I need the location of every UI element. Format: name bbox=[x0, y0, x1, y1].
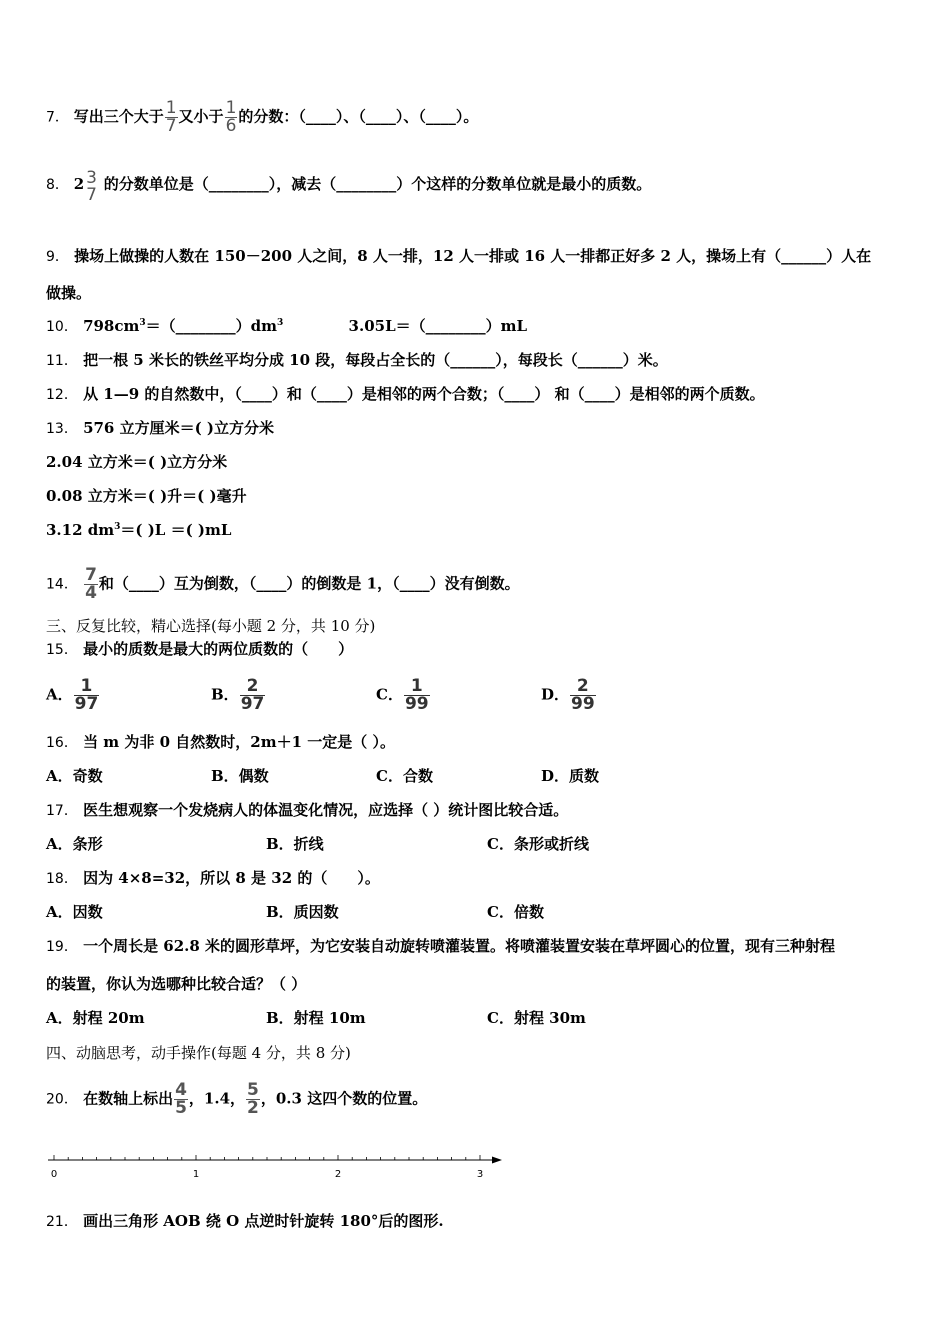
fraction: $\frac{4}{5}$ bbox=[175, 1080, 187, 1118]
tick-label: 2 bbox=[334, 1169, 342, 1180]
question-text: 当 m 为非 0 自然数时，2m＋1 一定是（ ）。 bbox=[83, 733, 395, 751]
section-heading-3: 三、反复比较，精心选择(每小题 2 分，共 10 分) bbox=[46, 617, 376, 635]
option-a[interactable]: A．因数 bbox=[46, 903, 103, 921]
question-14 bbox=[46, 567, 520, 602]
question-number: 17． bbox=[46, 803, 78, 819]
question-number: 16． bbox=[46, 735, 78, 751]
question-12 bbox=[46, 384, 765, 405]
option-c[interactable]: C．条形或折线 bbox=[487, 835, 589, 853]
question-number: 21． bbox=[46, 1214, 78, 1230]
option-a[interactable]: A．条形 bbox=[46, 835, 103, 853]
question-number: 11． bbox=[46, 353, 78, 369]
question-text: 写出三个大于 bbox=[73, 107, 164, 126]
question-text: ＝（________）dm bbox=[145, 317, 278, 335]
question-number: 13． bbox=[46, 421, 78, 437]
question-text: 医生想观察一个发烧病人的体温变化情况，应选择（ ）统计图比较合适。 bbox=[83, 801, 569, 819]
mixed-number-whole: 2 bbox=[73, 175, 85, 193]
tick-label: 3 bbox=[476, 1169, 484, 1180]
question-9-line-2: 做操。 bbox=[46, 284, 92, 302]
superscript: 3 bbox=[139, 318, 146, 328]
question-13-line-3: 0.08 立方米＝( )升＝( )毫升 bbox=[46, 487, 247, 505]
question-text: 在数轴上标出 bbox=[83, 1089, 174, 1108]
question-text: ，0.3 这四个数的位置。 bbox=[260, 1089, 428, 1108]
number-line-labels bbox=[51, 1169, 483, 1180]
option-c[interactable]: C． $\frac{1}{99}$ bbox=[376, 676, 429, 714]
question-15 bbox=[46, 639, 353, 660]
question-16 bbox=[46, 732, 395, 753]
question-19-line-1 bbox=[46, 936, 835, 957]
number-line-ticks bbox=[54, 1155, 480, 1160]
fraction: $\frac{1}{97}$ bbox=[74, 676, 99, 714]
question-number: 10． bbox=[46, 319, 78, 335]
superscript: 3 bbox=[114, 522, 121, 532]
question-text: 3.05L＝（________）mL bbox=[348, 317, 528, 335]
fraction: $\frac{7}{4}$ bbox=[85, 565, 97, 603]
question-text: 最小的质数是最大的两位质数的（ ） bbox=[83, 640, 354, 658]
question-17 bbox=[46, 800, 568, 821]
fraction: $\frac{5}{2}$ bbox=[247, 1080, 259, 1118]
question-8 bbox=[46, 170, 651, 204]
question-20 bbox=[46, 1082, 427, 1117]
option-c[interactable]: C．射程 30m bbox=[487, 1009, 586, 1027]
question-text: ，1.4， bbox=[188, 1089, 246, 1108]
fraction: $\frac{1}{99}$ bbox=[404, 676, 429, 714]
option-c[interactable]: C．倍数 bbox=[487, 903, 544, 921]
superscript: 3 bbox=[277, 318, 284, 328]
question-number: 20． bbox=[46, 1091, 78, 1108]
question-9-line-1 bbox=[46, 246, 871, 267]
option-a[interactable]: A．射程 20m bbox=[46, 1009, 145, 1027]
question-21 bbox=[46, 1211, 444, 1232]
question-19-line-2: 的装置，你认为选哪种比较合适？（ ） bbox=[46, 975, 307, 993]
option-c[interactable]: C．合数 bbox=[376, 767, 433, 785]
question-text: 从 1—9 的自然数中，（____）和（____）是相邻的两个合数；（____） 和（____）是相邻的两个质数。 bbox=[83, 385, 765, 403]
question-text: 798cm bbox=[83, 317, 140, 335]
question-number: 19． bbox=[46, 939, 78, 955]
question-text: 一个周长是 62.8 米的圆形草坪，为它安装自动旋转喷灌装置。将喷灌装置安装在草坪圆心的位置，现有三种射程 bbox=[83, 937, 836, 955]
question-13-line-2: 2.04 立方米＝( )立方分米 bbox=[46, 453, 228, 471]
question-11 bbox=[46, 350, 668, 371]
number-line[interactable] bbox=[40, 1150, 510, 1185]
option-b[interactable]: B． $\frac{2}{97}$ bbox=[211, 676, 265, 714]
question-text: 把一根 5 米长的铁丝平均分成 10 段，每段占全长的（______），每段长（______）米。 bbox=[83, 351, 668, 369]
question-number: 8． bbox=[46, 177, 69, 193]
tick-label: 0 bbox=[50, 1169, 58, 1180]
fraction: $\frac{1}{7}$ bbox=[165, 98, 177, 136]
section-heading-4: 四、动脑思考，动手操作(每题 4 分，共 8 分) bbox=[46, 1044, 351, 1062]
question-number: 7． bbox=[46, 109, 69, 126]
question-13-line-1 bbox=[46, 418, 274, 439]
question-text: 又小于 bbox=[178, 107, 224, 126]
question-10 bbox=[46, 316, 527, 337]
option-b[interactable]: B．折线 bbox=[266, 835, 324, 853]
option-d[interactable]: D． $\frac{2}{99}$ bbox=[541, 676, 595, 714]
question-text: 因为 4×8=32，所以 8 是 32 的（ ）。 bbox=[83, 869, 380, 887]
number-line-arrow bbox=[492, 1157, 502, 1164]
question-text: 的分数：（____）、（____）、（____）。 bbox=[238, 107, 479, 126]
fraction: $\frac{1}{6}$ bbox=[225, 98, 237, 136]
option-d[interactable]: D．质数 bbox=[541, 767, 600, 785]
question-7 bbox=[46, 100, 478, 135]
option-a[interactable]: A．奇数 bbox=[46, 767, 103, 785]
question-text: 的分数单位是（________），减去（________）个这样的分数单位就是最小的质数。 bbox=[103, 175, 652, 193]
fraction: 3 7 bbox=[86, 168, 97, 205]
question-text: 操场上做操的人数在 150－200 人之间，8 人一排，12 人一排或 16 人一排都正好多 2 人，操场上有（______）人在 bbox=[74, 247, 872, 265]
tick-label: 1 bbox=[192, 1169, 200, 1180]
question-13-line-4 bbox=[46, 520, 231, 540]
question-text: 3.12 dm bbox=[46, 521, 115, 539]
question-text: 画出三角形 AOB 绕 O 点逆时针旋转 180°后的图形. bbox=[83, 1212, 444, 1230]
option-b[interactable]: B．偶数 bbox=[211, 767, 269, 785]
question-text: 576 立方厘米＝( )立方分米 bbox=[83, 419, 275, 437]
option-a[interactable]: A． $\frac{1}{97}$ bbox=[46, 676, 99, 714]
question-number: 14． bbox=[46, 576, 78, 593]
question-text: ＝( )L ＝( )mL bbox=[120, 521, 232, 539]
question-number: 9． bbox=[46, 249, 69, 265]
question-number: 12． bbox=[46, 387, 78, 403]
option-b[interactable]: B．射程 10m bbox=[266, 1009, 366, 1027]
question-text: 和（____）互为倒数，（____）的倒数是 1，（____）没有倒数。 bbox=[98, 574, 520, 593]
fraction: $\frac{2}{97}$ bbox=[240, 676, 265, 714]
question-number: 18． bbox=[46, 871, 78, 887]
fraction: $\frac{2}{99}$ bbox=[571, 676, 595, 714]
option-b[interactable]: B．质因数 bbox=[266, 903, 339, 921]
question-18 bbox=[46, 868, 380, 889]
question-number: 15． bbox=[46, 642, 78, 658]
